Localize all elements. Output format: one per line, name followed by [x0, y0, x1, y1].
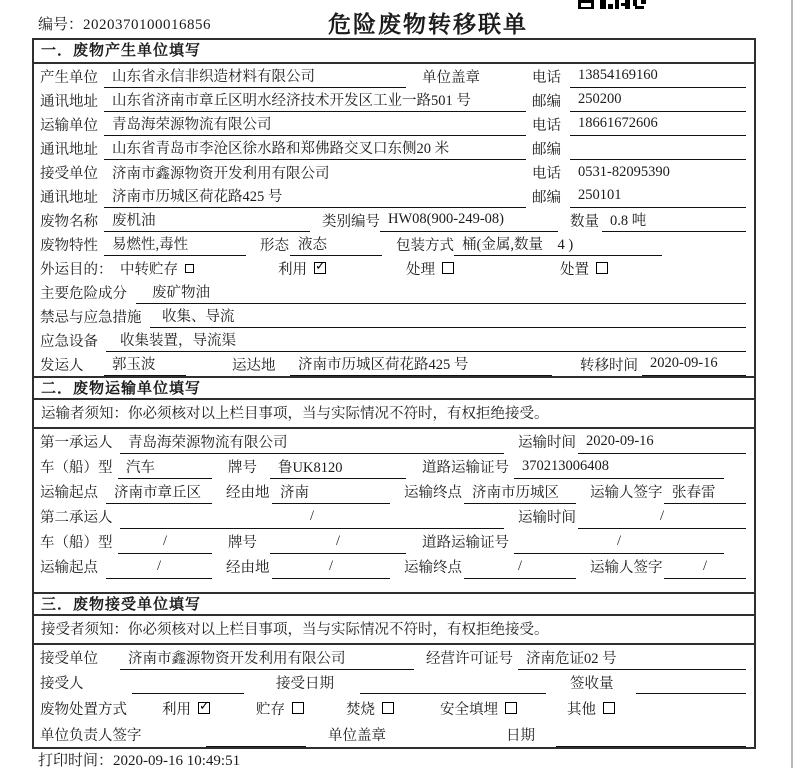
transporter-row: [34, 112, 754, 136]
form-label: 形态: [260, 237, 289, 254]
route-end2-field[interactable]: /: [464, 554, 576, 579]
carrier1-row: [34, 429, 754, 454]
road-permit-field[interactable]: 370213006408: [514, 454, 724, 479]
accept-unit-label: 接受单位: [40, 651, 98, 667]
consignor-field[interactable]: 郭玉波: [104, 352, 186, 376]
carrier-signature-label: 运输人签字: [590, 485, 663, 501]
purpose-storage-checkbox[interactable]: [185, 264, 194, 273]
phone-label: 电话: [532, 117, 561, 134]
measures-field[interactable]: 收集、导流: [150, 304, 746, 328]
route-via-label: 经由地: [226, 485, 270, 501]
route-end-field[interactable]: 济南市历城区: [464, 479, 576, 504]
transporter-zip-field[interactable]: [570, 136, 746, 160]
route-start2-field[interactable]: /: [106, 554, 212, 579]
address-label: 通讯地址: [40, 141, 98, 158]
accept-date-label: 接受日期: [276, 675, 334, 692]
route-via2-field[interactable]: /: [272, 554, 390, 579]
packaging-field[interactable]: 桶(金属,数量 4 ): [454, 232, 662, 256]
acceptor-row: [34, 670, 754, 694]
print-time-value: 2020-09-16 10:49:51: [113, 753, 241, 769]
vehicle1-row: [34, 454, 754, 479]
equipment-field[interactable]: 收集装置，导流渠: [106, 328, 746, 352]
route1-row: [34, 479, 754, 504]
producer-row: [34, 64, 754, 88]
qr-code-fragment-icon: [578, 0, 650, 10]
disposal-method-row: [34, 694, 754, 722]
page-title: 危险废物转移联单: [328, 12, 528, 37]
purpose-utilize-checkbox[interactable]: [314, 262, 326, 274]
disposal-landfill-checkbox[interactable]: [505, 702, 517, 714]
disposal-incinerate-label: 焚烧: [346, 701, 375, 718]
phone-label: 电话: [532, 165, 561, 182]
zip-label: 邮编: [532, 93, 561, 110]
purpose-option-dispose-label: 处置: [560, 261, 589, 278]
transport-time2-field[interactable]: /: [578, 504, 746, 529]
plate-label: 牌号: [228, 535, 257, 551]
seal-label: 单位盖章: [422, 69, 480, 86]
equipment-row: [34, 328, 754, 352]
responsible-signature-row: [34, 722, 754, 747]
transfer-form: [32, 38, 756, 749]
plate-field[interactable]: 鲁UK8120: [270, 454, 406, 479]
transporter-field[interactable]: 青岛海荣源物流有限公司: [104, 112, 526, 136]
purpose-option-utilize-label: 利用: [278, 261, 307, 278]
license-label: 经营许可证号: [426, 651, 513, 667]
disposal-landfill-label: 安全填埋: [440, 701, 498, 718]
receiver-zip-field[interactable]: 250101: [570, 184, 746, 208]
zip-label: 邮编: [532, 141, 561, 158]
disposal-other-label: 其他: [567, 701, 596, 718]
road-permit-label: 道路运输证号: [422, 535, 509, 551]
measures-label: 禁忌与应急措施: [40, 309, 142, 326]
category-code-field[interactable]: HW08(900-249-08): [380, 208, 558, 232]
serial-label: 编号：: [38, 17, 84, 33]
purpose-option-storage-label: 中转贮存: [120, 261, 178, 278]
accept-unit-field[interactable]: 济南市鑫源物资开发利用有限公司: [120, 645, 414, 670]
waste-name-field[interactable]: 废机油: [104, 208, 310, 232]
section1-header: 一．废物产生单位填写: [34, 40, 754, 64]
acceptor-field[interactable]: [132, 670, 244, 694]
quantity-field[interactable]: 0.8 吨: [602, 208, 746, 232]
print-time-line: [38, 749, 240, 770]
transporter-label: 运输单位: [40, 117, 98, 134]
transporter-phone-field[interactable]: 18661672606: [570, 112, 746, 136]
equipment-label: 应急设备: [40, 333, 98, 350]
destination-field[interactable]: 济南市历城区荷花路425 号: [290, 352, 552, 376]
road-permit-label: 道路运输证号: [422, 460, 509, 476]
purpose-label: 外运目的：: [40, 261, 113, 278]
producer-field[interactable]: 山东省永信非织造材料有限公司: [104, 64, 406, 88]
transporter-address-field[interactable]: 山东省青岛市李沧区徐水路和郑佛路交叉口东侧20 米: [104, 136, 526, 160]
disposal-other-checkbox[interactable]: [603, 702, 615, 714]
producer-phone-field[interactable]: 13854169160: [570, 64, 746, 88]
route2-row: [34, 554, 754, 579]
route-end-label: 运输终点: [404, 560, 462, 576]
waste-name-label: 废物名称: [40, 213, 98, 230]
destination-label: 运达地: [232, 357, 276, 374]
purpose-row: [34, 256, 754, 280]
acceptor-label: 接受人: [40, 675, 84, 692]
transporter-notice: 运输者须知：你必须核对以上栏目事项，当与实际情况不符时，有权拒绝接受。: [34, 400, 754, 429]
purpose-option-treat-label: 处理: [406, 261, 435, 278]
waste-property-row: [34, 232, 754, 256]
purpose-treat-checkbox[interactable]: [442, 262, 454, 274]
consignor-row: [34, 352, 754, 376]
carrier1-field[interactable]: 青岛海荣源物流有限公司: [120, 429, 504, 454]
disposal-utilize-checkbox[interactable]: [198, 702, 210, 714]
section2-spacer: [34, 579, 754, 592]
address-label: 通讯地址: [40, 93, 98, 110]
route-start-field[interactable]: 济南市章丘区: [106, 479, 212, 504]
received-qty-label: 签收量: [570, 675, 614, 692]
category-code-label: 类别编号: [322, 213, 380, 230]
packaging-label: 包装方式: [396, 237, 454, 254]
section2-header: 二．废物运输单位填写: [34, 376, 754, 400]
received-qty-field[interactable]: [636, 670, 746, 694]
transport-time-field[interactable]: 2020-09-16: [578, 429, 746, 454]
quantity-label: 数量: [570, 213, 599, 230]
phone-label: 电话: [532, 69, 561, 86]
plate-label: 牌号: [228, 460, 257, 476]
vehicle-type-label: 车（船）型: [40, 460, 113, 476]
responsible-signature-field[interactable]: [206, 722, 306, 747]
waste-property-field[interactable]: 易燃性,毒性: [104, 232, 246, 256]
date-field[interactable]: [556, 722, 746, 747]
responsible-signature-label: 单位负责人签字: [40, 728, 142, 744]
section3-header: 三．废物接受单位填写: [34, 592, 754, 616]
disposal-incinerate-checkbox[interactable]: [382, 702, 394, 714]
producer-address-row: [34, 88, 754, 112]
producer-zip-field[interactable]: 250200: [570, 88, 746, 112]
waste-name-row: [34, 208, 754, 232]
plate2-field[interactable]: /: [270, 529, 406, 554]
producer-address-field[interactable]: 山东省济南市章丘区明水经济技术开发区工业一路501 号: [104, 88, 526, 112]
hazard-row: [34, 280, 754, 304]
receiver-field[interactable]: 济南市鑫源物资开发利用有限公司: [112, 165, 330, 182]
carrier2-label: 第二承运人: [40, 510, 113, 526]
zip-label: 邮编: [532, 189, 561, 206]
transfer-time-label: 转移时间: [580, 357, 638, 374]
waste-property-label: 废物特性: [40, 237, 98, 254]
page-edge-line: [791, 0, 793, 768]
road-permit2-field[interactable]: /: [514, 529, 724, 554]
consignor-label: 发运人: [40, 357, 84, 374]
accept-date-field[interactable]: [360, 670, 546, 694]
vehicle2-row: [34, 529, 754, 554]
disposal-method-label: 废物处置方式: [40, 701, 127, 718]
serial-number: 2020370100016856: [83, 17, 212, 33]
print-time-label: 打印时间：: [38, 753, 114, 769]
disposal-storage-label: 贮存: [256, 701, 285, 718]
vehicle-type-field[interactable]: 汽车: [118, 454, 212, 479]
receiver-phone-field[interactable]: 0531-82095390: [578, 163, 670, 180]
route-via-field[interactable]: 济南: [272, 479, 390, 504]
carrier1-label: 第一承运人: [40, 435, 113, 451]
document-header: [0, 0, 796, 38]
route-via-label: 经由地: [226, 560, 270, 576]
hazard-field[interactable]: 废矿物油: [136, 280, 746, 304]
route-end-label: 运输终点: [404, 485, 462, 501]
transfer-time-field[interactable]: 2020-09-16: [642, 352, 746, 376]
unit-seal-label: 单位盖章: [328, 728, 386, 744]
producer-label: 产生单位: [40, 69, 98, 86]
transport-time-label: 运输时间: [518, 510, 576, 526]
hazard-label: 主要危险成分: [40, 285, 127, 302]
disposal-utilize-label: 利用: [162, 701, 191, 718]
receiver-address-row: [34, 184, 754, 208]
receiver-label: 接受单位: [40, 165, 98, 182]
carrier-signature-label: 运输人签字: [590, 560, 663, 576]
carrier2-field[interactable]: /: [120, 504, 504, 529]
form-field[interactable]: 液态: [290, 232, 382, 256]
vehicle-type2-field[interactable]: /: [118, 529, 212, 554]
receiver-row: [34, 160, 754, 184]
receiver-address-field[interactable]: 济南市历城区荷花路425 号: [104, 184, 526, 208]
carrier-signature-field[interactable]: 张春雷: [664, 479, 746, 504]
carrier-signature2-field[interactable]: /: [664, 554, 746, 579]
date-label: 日期: [506, 728, 535, 744]
measures-row: [34, 304, 754, 328]
carrier2-row: [34, 504, 754, 529]
transporter-address-row: [34, 136, 754, 160]
purpose-dispose-checkbox[interactable]: [596, 262, 608, 274]
transport-time-label: 运输时间: [518, 435, 576, 451]
accept-unit-row: [34, 645, 754, 670]
disposal-storage-checkbox[interactable]: [292, 702, 304, 714]
license-field[interactable]: 济南危证02 号: [518, 645, 746, 670]
route-start-label: 运输起点: [40, 560, 98, 576]
address-label: 通讯地址: [40, 189, 98, 206]
route-start-label: 运输起点: [40, 485, 98, 501]
receiver-notice: 接受者须知：你必须核对以上栏目事项，当与实际情况不符时，有权拒绝接受。: [34, 616, 754, 645]
vehicle-type-label: 车（船）型: [40, 535, 113, 551]
